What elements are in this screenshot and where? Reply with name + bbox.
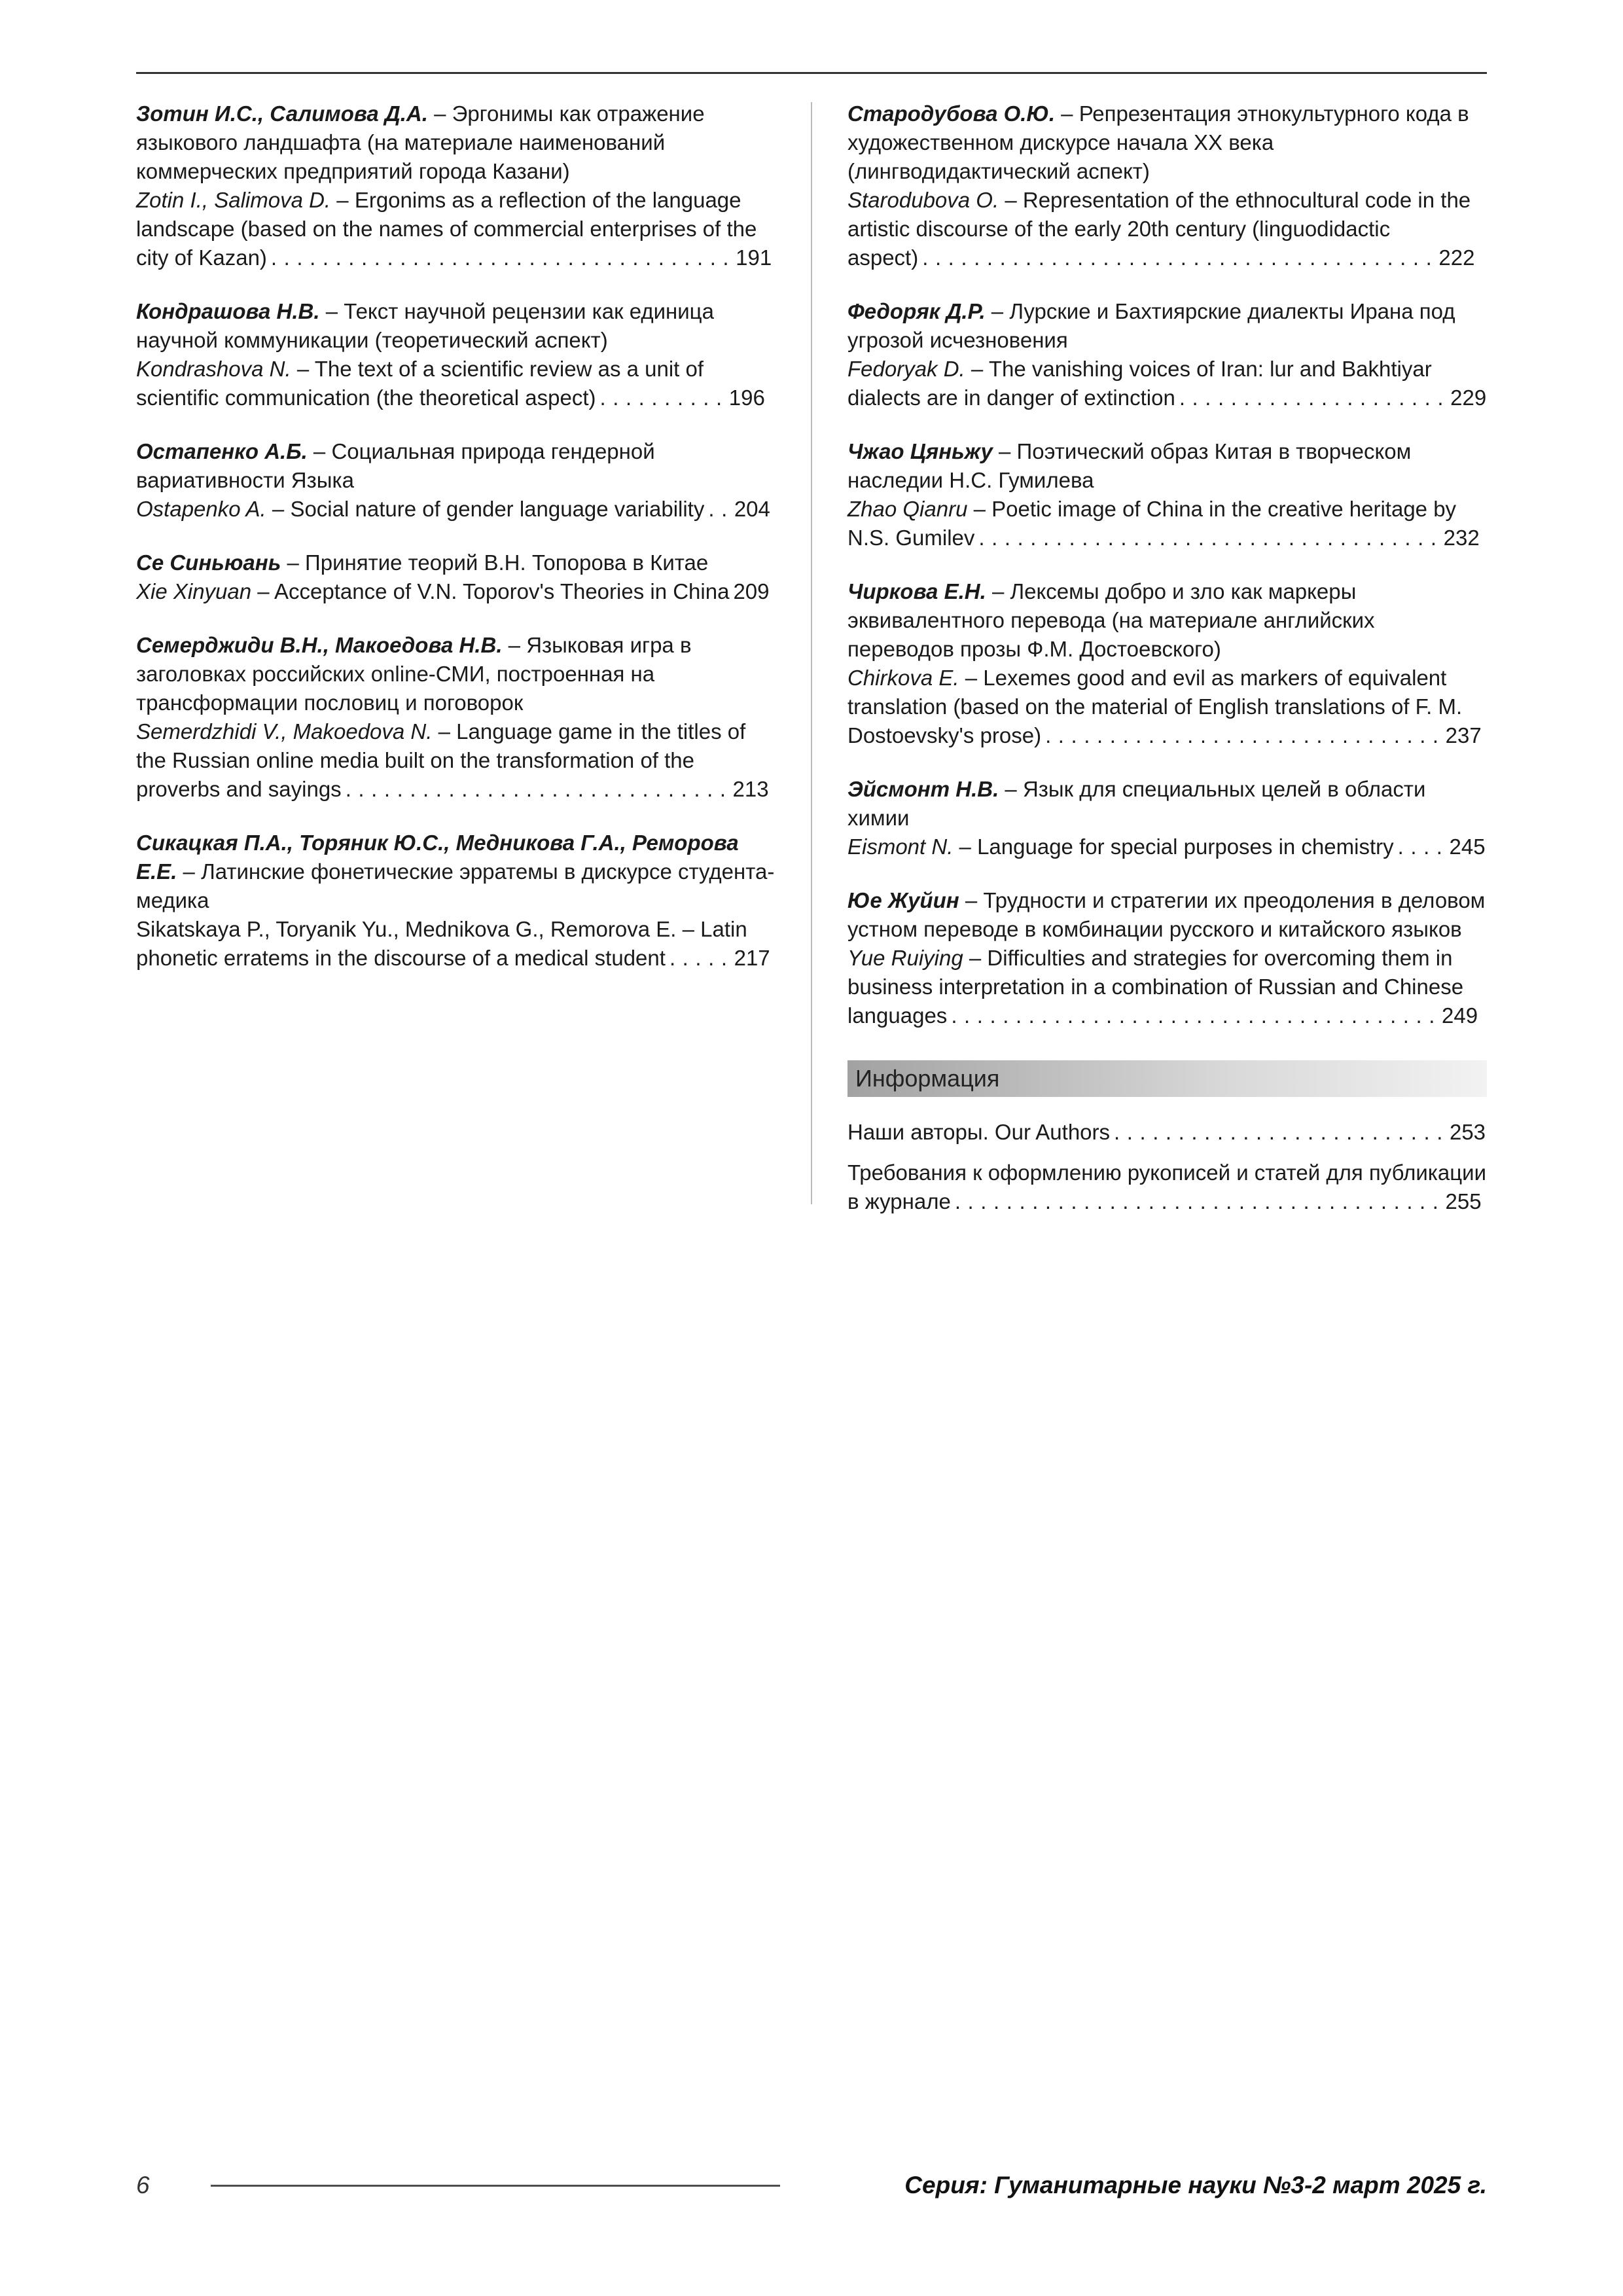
- entry-authors-en: Semerdzhidi V., Makoedova N.: [136, 719, 433, 744]
- dash: –: [969, 946, 982, 970]
- leader-dots: ..: [708, 497, 734, 521]
- entry-russian-line: [136, 437, 776, 495]
- dash: –: [682, 917, 694, 941]
- entry-english-line: [136, 495, 776, 524]
- entry-authors-en: Zotin I., Salimova D.: [136, 188, 331, 212]
- entry-authors-ru: Стародубова О.Ю.: [847, 101, 1055, 126]
- entry-english-line: [136, 915, 776, 973]
- toc-column-right: [847, 99, 1487, 1228]
- dash: –: [965, 888, 978, 912]
- entry-authors-ru: Юе Жуйин: [847, 888, 959, 912]
- column-divider: [811, 102, 812, 1204]
- entry-authors-en: Yue Ruiying: [847, 946, 963, 970]
- entry-russian-line: [136, 297, 776, 355]
- top-rule: [136, 72, 1487, 74]
- entry-english-line: [847, 944, 1487, 1030]
- dash: –: [991, 579, 1005, 603]
- entry-authors-ru: Зотин И.С., Салимова Д.А.: [136, 101, 428, 126]
- leader-dots: ........................................: [922, 245, 1439, 270]
- entry-russian-line: [136, 99, 776, 186]
- entry-authors-en: Chirkova E.: [847, 666, 959, 690]
- entry-english-line: [847, 495, 1487, 552]
- page-footer: [136, 2172, 1487, 2199]
- dash: –: [1005, 188, 1017, 212]
- entry-authors-en: Kondrashova N.: [136, 357, 291, 381]
- leader-dots: ....: [1397, 834, 1450, 859]
- toc-entry: [847, 99, 1487, 272]
- entry-page-number: 229: [1450, 386, 1487, 410]
- entry-authors-ru: Чиркова Е.Н.: [847, 579, 986, 603]
- entry-authors-en: Fedoryak D.: [847, 357, 965, 381]
- entry-authors-ru: Эйсмонт Н.В.: [847, 777, 999, 801]
- leader-dots: ......................................: [954, 1189, 1446, 1213]
- dash: –: [438, 719, 450, 744]
- leader-dots: .....................: [1179, 386, 1451, 410]
- dash: –: [325, 299, 338, 323]
- entry-russian-line: [136, 548, 776, 577]
- entry-page-number: 217: [734, 946, 770, 970]
- entry-title-en: Language for special purposes in chemistry: [977, 834, 1394, 859]
- entry-page-number: 222: [1438, 245, 1475, 270]
- entry-authors-ru: Чжао Цяньжу: [847, 439, 993, 463]
- entry-page-number: 209: [733, 579, 770, 603]
- entry-title-en: Poetic image of China in the creative heritage by N.S. Gumilev: [847, 497, 1457, 550]
- dash: –: [1005, 777, 1017, 801]
- toc-entry: [136, 99, 776, 272]
- dash: –: [991, 299, 1004, 323]
- entry-page-number: 204: [734, 497, 770, 521]
- leader-dots: ......................................: [951, 1003, 1442, 1028]
- dash: –: [183, 859, 195, 884]
- toc-entry: [136, 548, 776, 606]
- entry-title-en: Ergonims as a reflection of the language landscape (based on the names of commercial enterprises of the city of Kazan): [136, 188, 757, 270]
- entry-russian-line: [847, 577, 1487, 664]
- entry-authors-en: Sikatskaya P., Toryanik Yu., Mednikova G., Remorova E.: [136, 917, 677, 941]
- dash: –: [434, 101, 446, 126]
- info-item-text: Наши авторы. Our Authors: [847, 1120, 1111, 1144]
- toc-entry: [136, 829, 776, 973]
- info-section-header: Информация: [847, 1060, 1487, 1097]
- footer-rule: [211, 2185, 780, 2187]
- dash: –: [287, 550, 299, 575]
- entry-title-ru: Язык для специальных целей в области химии: [847, 777, 1426, 830]
- toc-entry: [847, 437, 1487, 552]
- entry-page-number: 213: [732, 777, 769, 801]
- entry-title-ru: Принятие теорий В.Н. Топорова в Китае: [305, 550, 709, 575]
- entry-title-ru: Лексемы добро и зло как маркеры эквивалентного перевода (на материале английских переводов прозы Ф.М. Достоевского): [847, 579, 1375, 661]
- entry-authors-en: Ostapenko A.: [136, 497, 266, 521]
- info-list: [847, 1118, 1487, 1216]
- entry-english-line: [847, 186, 1487, 272]
- entry-russian-line: [136, 829, 776, 915]
- toc-entry: [847, 297, 1487, 412]
- toc-column-left: [136, 99, 776, 1228]
- dash: –: [965, 666, 978, 690]
- entry-authors-ru: Се Синьюань: [136, 550, 281, 575]
- entry-authors-en: Xie Xinyuan: [136, 579, 252, 603]
- entry-page-number: 196: [728, 386, 765, 410]
- leader-dots: .....: [669, 946, 734, 970]
- toc-entry: [847, 775, 1487, 861]
- entry-title-ru: Лурские и Бахтиярские диалекты Ирана под угрозой исчезновения: [847, 299, 1455, 352]
- entry-authors-en: Starodubova O.: [847, 188, 999, 212]
- entry-authors-ru: Федоряк Д.Р.: [847, 299, 986, 323]
- dash: –: [508, 633, 521, 657]
- entry-title-ru: Поэтический образ Китая в творческом наследии Н.С. Гумилева: [847, 439, 1412, 492]
- entry-authors-ru: Семерджиди В.Н., Макоедова Н.В.: [136, 633, 503, 657]
- entry-english-line: [847, 355, 1487, 412]
- entry-authors-ru: Сикацкая П.А., Торяник Ю.С., Медникова Г.А., Реморова Е.Е.: [136, 831, 739, 884]
- dash: –: [296, 357, 310, 381]
- entry-title-ru: Языковая игра в заголовках российских online-СМИ, построенная на трансформации пословиц и поговорок: [136, 633, 692, 715]
- entry-page-number: 249: [1442, 1003, 1478, 1028]
- entry-title-en: Latin phonetic erratems in the discourse of a medical student: [136, 917, 747, 970]
- toc-entry: [847, 577, 1487, 750]
- entry-title-ru: Текст научной рецензии как единица научной коммуникации (теоретический аспект): [136, 299, 714, 352]
- entry-russian-line: [847, 437, 1487, 495]
- entry-authors-ru: Кондрашова Н.В.: [136, 299, 320, 323]
- entry-russian-line: [847, 775, 1487, 833]
- entry-title-en: Representation of the ethnocultural code in the artistic discourse of the early 20th century (linguodidactic aspect): [847, 188, 1471, 270]
- entry-title-en: The text of a scientific review as a unit of scientific communication (the theoretical aspect): [136, 357, 704, 410]
- entry-russian-line: [847, 297, 1487, 355]
- entry-title-en: Difficulties and strategies for overcoming them in business interpretation in a combination of Russian and Chinese languages: [847, 946, 1464, 1028]
- info-item-text: Требования к оформлению рукописей и статей для публикации в журнале: [847, 1160, 1487, 1213]
- entry-title-ru: Эргонимы как отражение языкового ландшафта (на материале наименований коммерческих предприятий города Казани): [136, 101, 705, 183]
- entry-authors-en: Eismont N.: [847, 834, 954, 859]
- entry-page-number: 237: [1445, 723, 1482, 747]
- dash: –: [973, 497, 986, 521]
- entry-title-en: The vanishing voices of Iran: lur and Bakhtiyar dialects are in danger of extinction: [847, 357, 1432, 410]
- entry-page-number: 191: [736, 245, 772, 270]
- entry-title-en: Language game in the titles of the Russian online media built on the transformation of the proverbs and sayings: [136, 719, 746, 801]
- toc-entry: [136, 631, 776, 804]
- entry-page-number: 232: [1443, 526, 1480, 550]
- dash: –: [257, 579, 270, 603]
- entry-english-line: [136, 717, 776, 804]
- entry-title-en: Lexemes good and evil as markers of equivalent translation (based on the material of English translations of F. M. Dostoevsky's prose): [847, 666, 1463, 747]
- entry-title-ru: Социальная природа гендерной вариативности Языка: [136, 439, 655, 492]
- leader-dots: ...............................: [1045, 723, 1446, 747]
- entry-russian-line: [847, 886, 1487, 944]
- footer-series-title: Серия: Гуманитарные науки №3-2 март 2025 г.: [904, 2172, 1487, 2198]
- leader-dots: ..........: [599, 386, 729, 410]
- entry-english-line: [136, 186, 776, 272]
- toc-entries-left: [136, 99, 776, 973]
- toc-entries-right: [847, 99, 1487, 1030]
- entry-english-line: [847, 664, 1487, 750]
- info-item-page: 255: [1445, 1189, 1482, 1213]
- toc-entry: [136, 297, 776, 412]
- leader-dots: ..........................: [1114, 1120, 1450, 1144]
- footer-page-number: 6: [136, 2172, 150, 2198]
- dash: –: [1061, 101, 1073, 126]
- leader-dots: ....................................: [978, 526, 1444, 550]
- entry-title-ru: Латинские фонетические эрратемы в дискурсе студента-медика: [136, 859, 775, 912]
- entry-authors-en: Zhao Qianru: [847, 497, 968, 521]
- entry-title-ru: Репрезентация этнокультурного кода в художественном дискурсе начала XX века (лингводидактический аспект): [847, 101, 1469, 183]
- info-item: [847, 1118, 1487, 1147]
- entry-russian-line: [136, 631, 776, 717]
- entry-english-line: [136, 355, 776, 412]
- info-item: [847, 1158, 1487, 1216]
- dash: –: [313, 439, 326, 463]
- entry-english-line: [136, 577, 776, 606]
- entry-authors-ru: Остапенко А.Б.: [136, 439, 308, 463]
- dash: –: [272, 497, 285, 521]
- toc-entry: [847, 886, 1487, 1030]
- entry-page-number: 245: [1449, 834, 1486, 859]
- toc-entry: [136, 437, 776, 524]
- dash: –: [336, 188, 349, 212]
- entry-english-line: [847, 833, 1487, 861]
- dash: –: [999, 439, 1011, 463]
- dash: –: [959, 834, 971, 859]
- entry-title-en: Acceptance of V.N. Toporov's Theories in China: [274, 579, 730, 603]
- info-item-page: 253: [1449, 1120, 1486, 1144]
- entry-russian-line: [847, 99, 1487, 186]
- leader-dots: ..............................: [345, 777, 733, 801]
- entry-title-ru: Трудности и стратегии их преодоления в деловом устном переводе в комбинации русского и китайского языков: [847, 888, 1486, 941]
- leader-dots: ....................................: [270, 245, 736, 270]
- dash: –: [971, 357, 984, 381]
- entry-title-en: Social nature of gender language variability: [290, 497, 705, 521]
